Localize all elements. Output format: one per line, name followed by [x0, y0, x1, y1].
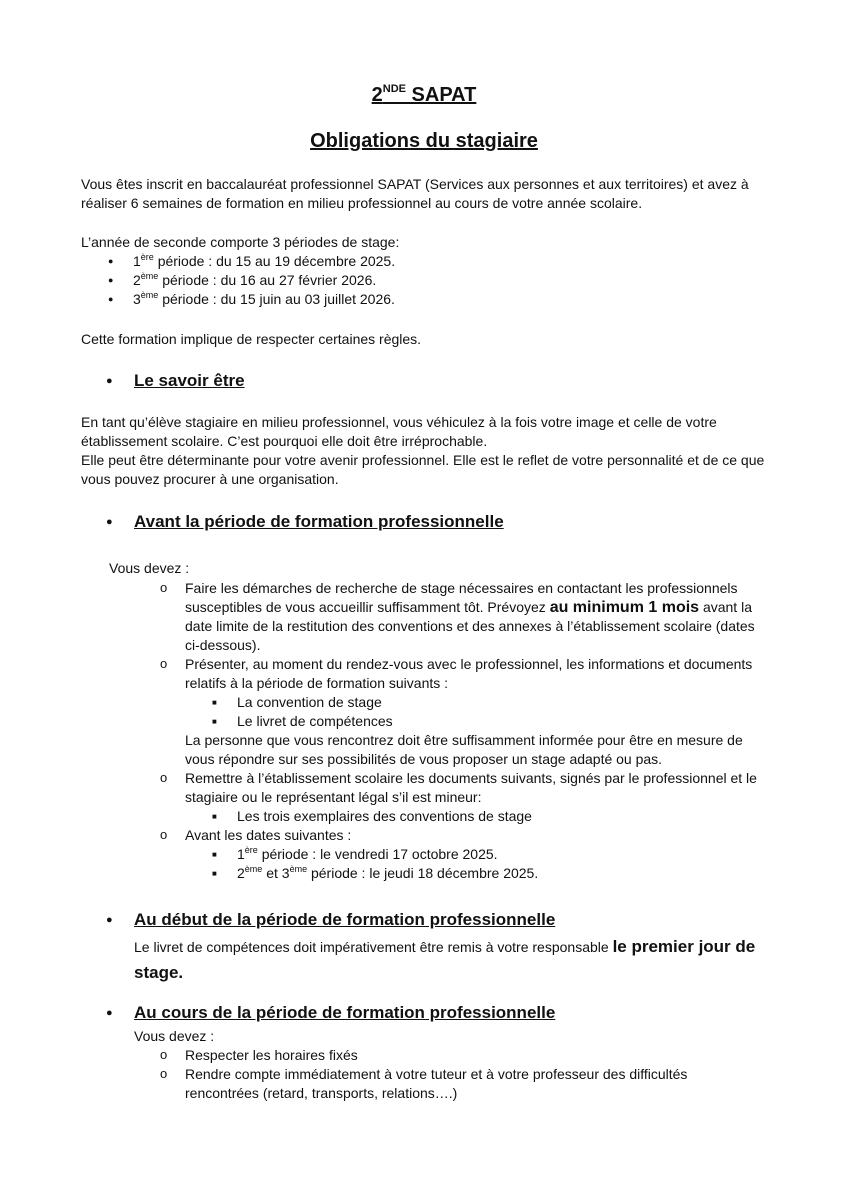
avant-list: [185, 579, 765, 883]
list-item: ■ Le livret de compétences: [237, 712, 765, 731]
periods-intro: L’année de seconde comporte 3 périodes de stage:: [81, 234, 400, 250]
list-item: o Remettre à l’établissement scolaire les documents suivants, signés par le professionnel et le stagiaire ou le représentant légal s’il est mineur: ■ Les trois exemplaires des conventions de stage: [185, 769, 765, 826]
bullet-icon: ●: [106, 516, 113, 528]
intro-section: [81, 175, 771, 213]
list-item: o Avant les dates suivantes : ■ 1ère période : le vendredi 17 octobre 2025. ■ 2ème et 3ème période : le jeudi 18 décembre 2025.: [185, 826, 765, 883]
page-title: 2NDE SAPAT: [371, 83, 477, 106]
sub-list: [237, 807, 765, 826]
cours-section: [134, 1027, 754, 1103]
heading-cours: Au cours de la période de formation professionnelle: [134, 1003, 556, 1022]
list-item: o Faire les démarches de recherche de stage nécessaires en contactant les professionnels susceptibles de vous accueillir suffisamment tôt. Prévoyez au minimum 1 mois avant la date limite de la restitution des conventions et des annexes à l’établissement scolaire (dates ci-dessous).: [185, 579, 765, 655]
vous-devez-label: Vous devez :: [134, 1028, 215, 1044]
bullet-icon: ●: [106, 1007, 113, 1019]
rules-text: Cette formation implique de respecter certaines règles.: [81, 331, 422, 347]
list-item: ■ 1ère période : le vendredi 17 octobre 2025.: [237, 845, 765, 864]
list-item: o Présenter, au moment du rendez-vous avec le professionnel, les informations et documents relatifs à la période de formation suivants : ■ La convention de stage ■ Le livret de compétences La personne que vous rencontrez doit être suffisamment informée pour être en mesure de vous répondre sur ses possibilités de vous proposer un stage adapté ou pas.: [185, 655, 765, 769]
savoir-etre-p1: En tant qu’élève stagiaire en milieu professionnel, vous véhiculez à la fois votre image et celle de votre établissement scolaire. C’est pourquoi elle doit être irréprochable.: [81, 414, 717, 449]
cours-list: [185, 1046, 740, 1103]
list-item: o Respecter les horaires fixés: [185, 1046, 740, 1065]
heading-savoir-etre: Le savoir être: [134, 371, 245, 390]
heading-debut: Au début de la période de formation professionnelle: [134, 910, 556, 929]
sub-list: [237, 845, 765, 883]
bullet-icon: ●: [106, 375, 113, 387]
periods-section: [81, 233, 771, 309]
list-item: ● 2ème période : du 16 au 27 février 2026.: [133, 271, 771, 290]
debut-section: [134, 934, 764, 986]
list-item: o Rendre compte immédiatement à votre tuteur et à votre professeur des difficultés rencontrées (retard, transports, relations….): [185, 1065, 740, 1103]
avant-note: La personne que vous rencontrez doit être suffisamment informée pour être en mesure de vous répondre sur ses possibilités de vous proposer un stage adapté ou pas.: [185, 732, 743, 767]
savoir-etre-section: [81, 413, 771, 489]
list-item: ■ 2ème et 3ème période : le jeudi 18 décembre 2025.: [237, 864, 765, 883]
periods-list: [133, 252, 771, 309]
list-item: ■ La convention de stage: [237, 693, 765, 712]
list-item: ● 1ère période : du 15 au 19 décembre 2025.: [133, 252, 771, 271]
intro-paragraph: Vous êtes inscrit en baccalauréat professionnel SAPAT (Services aux personnes et aux territoires) et avez à réaliser 6 semaines de formation en milieu professionnel au cours de votre année scolaire.: [81, 176, 749, 211]
list-item: ■ Les trois exemplaires des conventions de stage: [237, 807, 765, 826]
bullet-icon: ●: [106, 914, 113, 926]
avant-section: [109, 559, 779, 883]
debut-text: Le livret de compétences doit impérativement être remis à votre responsable le premier jour de stage.: [134, 937, 756, 982]
page-subtitle: Obligations du stagiaire: [310, 130, 538, 152]
vous-devez-label: Vous devez :: [109, 560, 190, 576]
sub-list: [237, 693, 765, 731]
list-item: ● 3ème période : du 15 juin au 03 juillet 2026.: [133, 290, 771, 309]
rules-section: [81, 330, 771, 349]
savoir-etre-p2: Elle peut être déterminante pour votre avenir professionnel. Elle est le reflet de votre personnalité et de ce que vous pouvez procurer à une organisation.: [81, 452, 765, 487]
heading-avant: Avant la période de formation professionnelle: [134, 512, 504, 531]
